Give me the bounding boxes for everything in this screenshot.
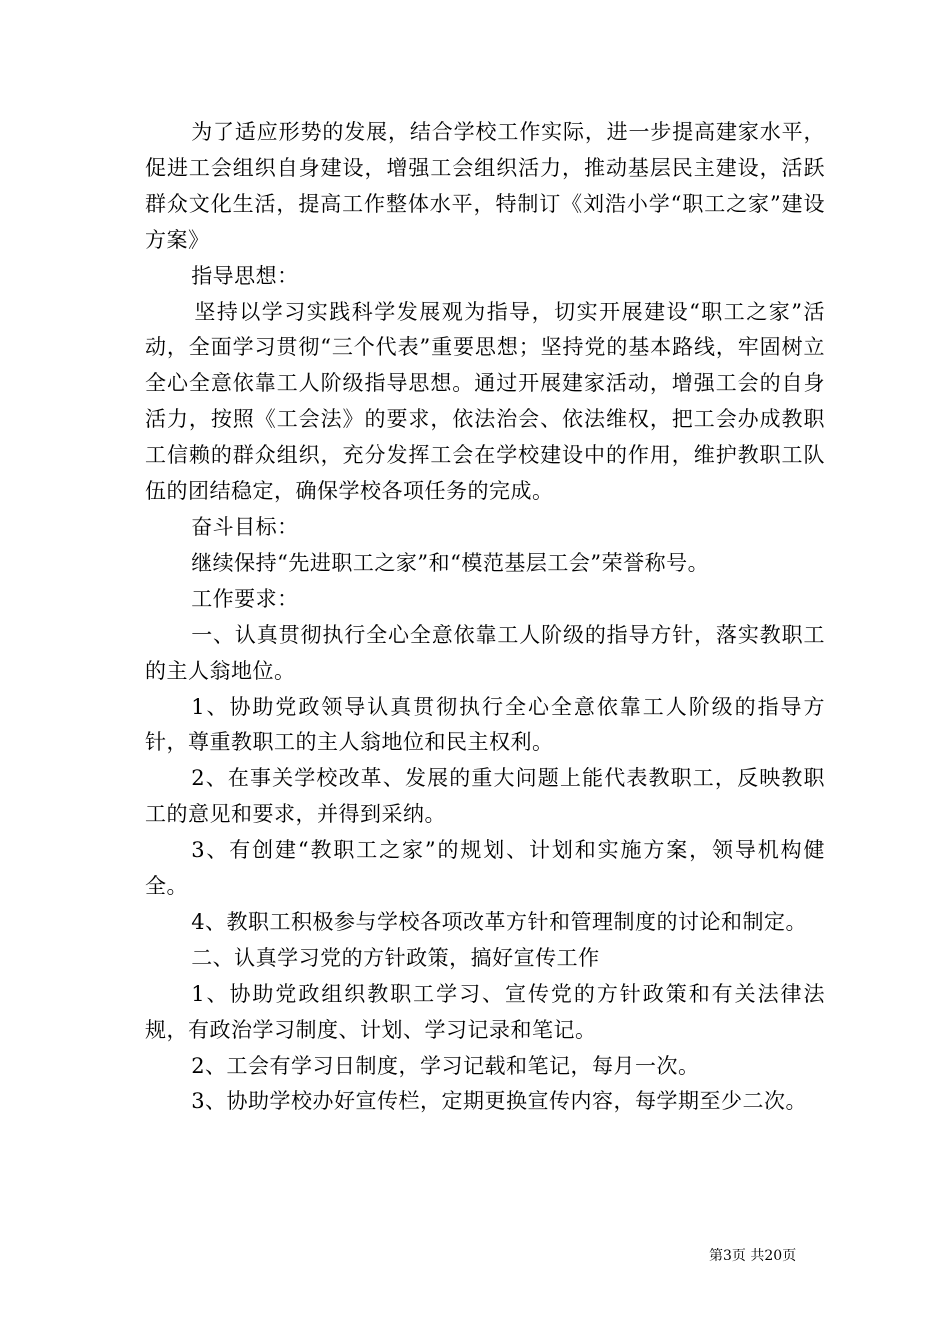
footer-current-page: 3 [723,1248,732,1264]
guiding-ideology-heading: 指导思想： [191,263,299,288]
footer-suffix: 页 [782,1248,797,1264]
page-number-footer [709,1247,796,1265]
intro-paragraph: 为了适应形势的发展，结合学校工作实际，进一步提高建家水平，促进工会组织自身建设，增强工会组织活力，推动基层民主建设，活跃群众文化生活，提高工作整体水平，特制订《刘浩小学“职工之家”建设方案》 [145,120,825,252]
section-two-item-2: 2、工会有学习日制度，学习记载和笔记，每月一次。 [191,1053,700,1078]
guiding-ideology-paragraph: 坚持以学习实践科学发展观为指导，切实开展建设“职工之家”活动，全面学习贯彻“三个代表”重要思想；坚持党的基本路线，牢固树立全心全意依靠工人阶级指导思想。通过开展建家活动，增强工会的自身活力，按照《工会法》的要求，依法治会、依法维权，把工会办成教职工信赖的群众组织，充分发挥工会在学校建设中的作用，维护教职工队伍的团结稳定，确保学校各项任务的完成。 [145,299,825,504]
section-two-item-1: 1、协助党政组织教职工学习、宣传党的方针政策和有关法律法规，有政治学习制度、计划、学习记录和笔记。 [145,981,825,1042]
section-one-item-4: 4、教职工积极参与学校各项改革方针和管理制度的讨论和制定。 [191,909,808,934]
footer-total-pages: 20 [764,1248,783,1264]
section-one-item-1: 1、协助党政领导认真贯彻执行全心全意依靠工人阶级的指导方针，尊重教职工的主人翁地位和民主权利。 [145,694,825,755]
goal-paragraph: 继续保持“先进职工之家”和“模范基层工会”荣誉称号。 [191,550,710,575]
section-one-item-2: 2、在事关学校改革、发展的重大问题上能代表教职工，反映教职工的意见和要求，并得到采纳。 [145,766,825,827]
goal-heading: 奋斗目标： [191,514,299,539]
section-one-item-3: 3、有创建“教职工之家”的规划、计划和实施方案，领导机构健全。 [145,838,825,899]
requirements-heading: 工作要求： [191,586,299,611]
section-two-item-3: 3、协助学校办好宣传栏，定期更换宣传内容，每学期至少二次。 [191,1089,808,1114]
document-body [145,115,825,1120]
footer-middle: 页 共 [731,1248,765,1264]
section-two-heading: 二、认真学习党的方针政策，搞好宣传工作 [191,945,600,970]
footer-prefix: 第 [709,1248,723,1264]
section-one-heading: 一、认真贯彻执行全心全意依靠工人阶级的指导方针，落实教职工的主人翁地位。 [145,622,825,683]
